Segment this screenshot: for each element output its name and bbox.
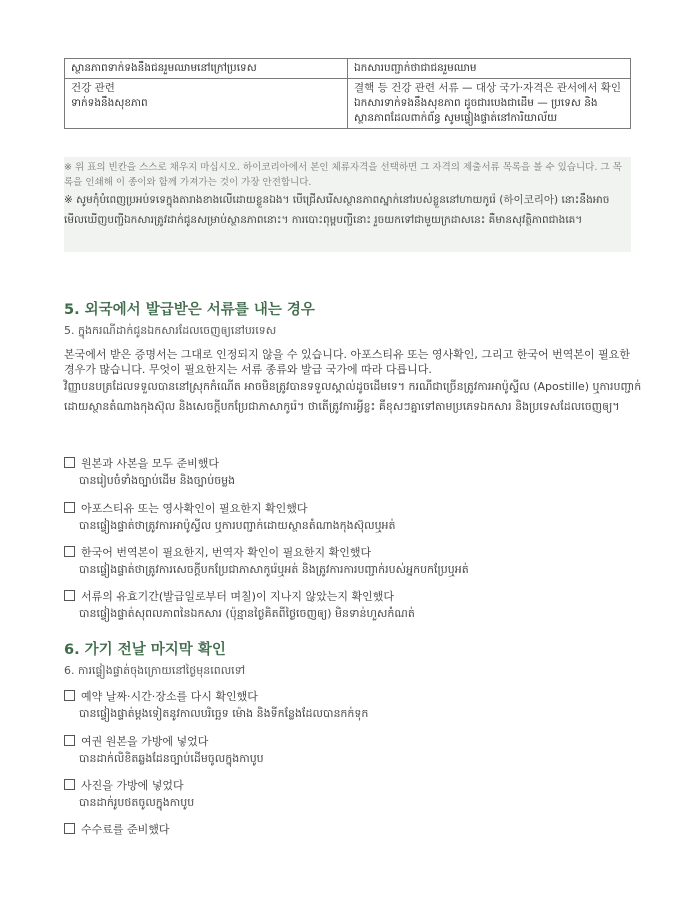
section-6-header (64, 640, 644, 679)
item-label-km: បានដាក់រូបថតចូលក្នុងកាបូប (79, 796, 195, 809)
item-label-km: បានផ្ទៀងផ្ទាត់សុពលភាពនៃឯកសារ (ប៉ុន្មានថ្ងៃគិតពីថ្ងៃចេញឲ្យ) មិនទាន់ហួសកំណត់ (79, 607, 415, 620)
item-label-km: បានដាក់លិខិតឆ្លងដែនច្បាប់ដើមចូលក្នុងកាបូប (79, 752, 264, 765)
reference-table (64, 58, 631, 129)
checkbox[interactable] (64, 823, 75, 834)
section-title: 5. 외국에서 발급받은 서류를 내는 경우 (64, 302, 315, 318)
note-text-km: ※ សូមកុំបំពេញប្រអប់ទទេក្នុងតារាងខាងលើដោយខ្លួនឯង។ បើជ្រើសរើសស្ថានភាពស្នាក់នៅរបស់ខ្លួននៅហាយកូរ៉េ (하이코리아) នោះនឹងអាចមើលឃើញបញ្ជីឯកសារត្រូវដាក់ជូនសម្រាប់ស្ថានភាពនោះ។ ការបោះពុម្ពបញ្ជីនោះ រួចយកទៅជាមួយក្រដាសនេះ គឺមានសុវត្ថិភាពជាងគេ។ (64, 194, 610, 226)
item-label-km: បានផ្ទៀងផ្ទាត់ថាត្រូវការសេចក្តីបកប្រែជាភាសាកូរ៉េឬអត់ និងត្រូវការការបញ្ជាក់របស់អ្នកបកប្រែឬអត់ (79, 563, 469, 576)
item-label-ko: 서류의 유효기간(발급일로부터 며칠)이 지나지 않았는지 확인했다 (81, 590, 394, 603)
checkbox[interactable] (64, 690, 75, 701)
section-5-header (64, 300, 644, 339)
checklist-item[interactable] (64, 821, 644, 838)
table-cell: ស្ថានភាពទាក់ទងនឹងជនរួមឈាមនៅក្រៅប្រទេស (65, 59, 348, 79)
checkbox[interactable] (64, 590, 75, 601)
item-label-km: បានរៀបចំទាំងច្បាប់ដើម និងច្បាប់ចម្លង (79, 474, 236, 487)
section-subtitle: 6. ការផ្ទៀងផ្ទាត់ចុងក្រោយនៅថ្ងៃមុនពេលទៅ (64, 664, 246, 677)
checklist-item[interactable] (64, 455, 644, 489)
item-label-km: បានផ្ទៀងផ្ទាត់ម្តងទៀតនូវកាលបរិច្ឆេទ ម៉ោង និងទីកន្លែងដែលបានកក់ទុក (79, 707, 369, 720)
checklist-item[interactable] (64, 588, 644, 622)
item-label-ko: 한국어 번역본이 필요한지, 번역자 확인이 필요한지 확인했다 (81, 546, 372, 559)
table-row (65, 79, 631, 129)
item-label-ko: 아포스티유 또는 영사확인이 필요한지 확인했다 (81, 502, 308, 515)
note-box (64, 157, 631, 252)
checkbox[interactable] (64, 735, 75, 746)
table-cell: ឯកសារបញ្ជាក់ថាជាជនរួមឈាម (348, 59, 631, 79)
checklist-item[interactable] (64, 544, 644, 578)
section-paragraph-ko: 본국에서 받은 증명서는 그대로 인정되지 않을 수 있습니다. 아포스티유 또는 영사확인, 그리고 한국어 번역본이 필요한 경우가 많습니다. 무엇이 필요한지는 서류 종류와 발급 국가에 따라 다릅니다. (64, 348, 630, 376)
cell-label-ko: 건강 관련 (71, 82, 115, 94)
checklist-item[interactable] (64, 688, 644, 722)
table-cell (65, 79, 348, 129)
checklist-item[interactable] (64, 733, 644, 767)
item-label-ko: 사진을 가방에 넣었다 (81, 779, 184, 792)
table-cell: 결핵 등 건강 관련 서류 — 대상 국가·자격은 관서에서 확인 ឯកសារទាក់ទងនឹងសុខភាព ដូចជារបេងជាដើម — ប្រទេស និងស្ថានភាពដែលពាក់ព័ន្ធ សូមផ្ទៀងផ្ទាត់នៅការិយាល័យ (348, 79, 631, 129)
item-label-ko: 수수료를 준비했다 (81, 823, 170, 836)
section-title: 6. 가기 전날 마지막 확인 (64, 642, 226, 658)
checkbox[interactable] (64, 779, 75, 790)
item-label-ko: 원본과 사본을 모두 준비했다 (81, 457, 220, 470)
section-5-body (64, 347, 644, 417)
checkbox[interactable] (64, 457, 75, 468)
checkbox[interactable] (64, 546, 75, 557)
item-label-ko: 여권 원본을 가방에 넣었다 (81, 735, 209, 748)
checkbox[interactable] (64, 502, 75, 513)
note-text-ko: ※ 위 표의 빈칸을 스스로 채우지 마십시오. 하이코리아에서 본인 체류자격을 선택하면 그 자격의 제출서류 목록을 볼 수 있습니다. 그 목록을 인쇄해 이 종이와 함께 가져가는 것이 가장 안전합니다. (64, 162, 622, 188)
checklist-item[interactable] (64, 500, 644, 534)
section-paragraph-km: វិញ្ញាបនបត្រដែលទទួលបាននៅស្រុកកំណើត អាចមិនត្រូវបានទទួលស្គាល់ដូចដើមទេ។ ករណីជាច្រើនត្រូវការអាប៉ូស្ទីល (Apostille) ឬការបញ្ជាក់ដោយស្ថានតំណាងកុងស៊ុល និងសេចក្តីបកប្រែជាភាសាកូរ៉េ។ ថាតើត្រូវការអ្វីខ្លះ គឺខុសៗគ្នាទៅតាមប្រភេទឯកសារ និងប្រទេសដែលចេញឲ្យ។ (64, 380, 642, 413)
section-subtitle: 5. ក្នុងករណីដាក់ជូនឯកសារដែលចេញឲ្យនៅបរទេស (64, 324, 277, 337)
cell-label-km: ទាក់ទងនឹងសុខភាព (71, 97, 148, 109)
table-row (65, 59, 631, 79)
item-label-ko: 예약 날짜·시간·장소를 다시 확인했다 (81, 690, 258, 703)
checklist-item[interactable] (64, 777, 644, 811)
item-label-km: បានផ្ទៀងផ្ទាត់ថាត្រូវការអាប៉ូស្ទីល ឬការបញ្ជាក់ដោយស្ថានតំណាងកុងស៊ុលឬអត់ (79, 519, 396, 532)
